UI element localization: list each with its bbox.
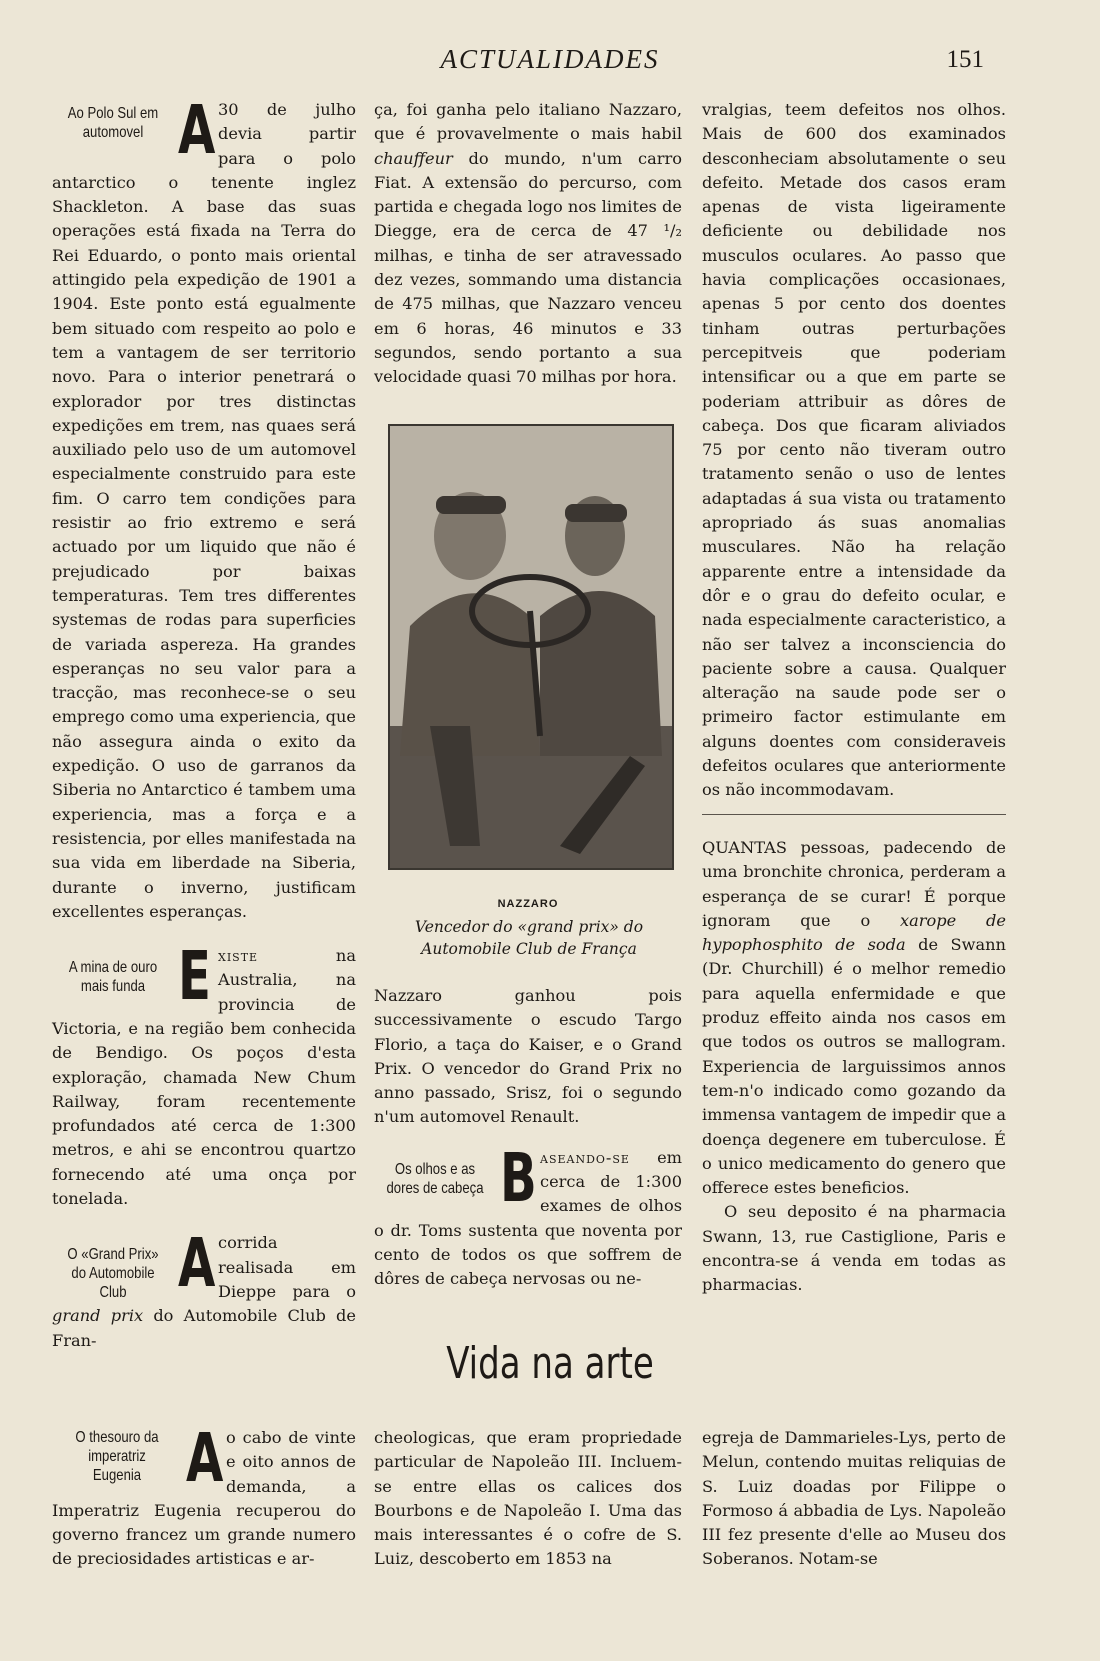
column-3-top xyxy=(702,98,1006,803)
column-2-bottom xyxy=(374,984,682,1292)
column-3-art xyxy=(702,1426,1006,1572)
article-olhos-cont: vralgias, teem defeitos nos olhos. Mais de 600 dos examinados desconheciam absolutamente o seu defeito. Metade dos casos eram apenas de vista ligeiramente deficiente ou debilidade nos musculos oculares. Ao passo que havia complicações occasionaes, apenas 5 por cento dos doentes tinham outras perturbações percepitveis que poderiam intensificar ou a que em parte se poderiam attribuir as dôres de cabeça. Dos que ficaram aliviados 75 por cento não tiveram outro tratamento senão o uso de lentes adaptadas á sua vista ou tratamento apropriado ás suas anomalias musculares. Não ha relação apparente entre a intensidade da dôr e o grau do defeito ocular, e nada especialmente caracteristico, a não ser talvez a inconsciencia do paciente sobre a causa. Qualquer alteração na saude pode ser o primeiro factor estimulante em alguns doentes com consideraveis defeitos oculares que anteriormente os não incommodavam. xyxy=(702,100,1006,800)
column-1-art xyxy=(52,1419,356,1572)
article-grand-prix-cont-b: do mundo, n'um carro Fiat. A extensão do percurso, com partida e chegada logo nos limites de Diegge, era de cerca de 47 ¹/₂ milhas, e tinha de ser atravessado dez vezes, sommando uma distancia de 475 milhas, que Nazzaro venceu em 6 horas, 46 minutos e 33 segundos, sendo portanto a sua velocidade quasi 70 milhas por hora. xyxy=(374,148,682,387)
column-rule xyxy=(702,814,1006,815)
article-grand-prix-b: do Automobile Club de Fran- xyxy=(52,1306,356,1350)
side-head-grand-prix: O «Grand Prix» do Automobile Club xyxy=(67,1246,159,1302)
dropcap: A xyxy=(178,1224,216,1303)
italic-term: grand prix xyxy=(52,1306,144,1326)
dropcap: A xyxy=(178,91,216,169)
article-thesouro: o cabo de vinte e oito annos de demanda, a Imperatriz Eugenia recuperou do governo francez um grande numero de preciosidades artisticas e ar- xyxy=(52,1428,356,1569)
column-1 xyxy=(52,91,356,1353)
article-polo-sul: 30 de julho devia partir para o polo antarctico o tenente inglez Shackleton. A base das suas operações está fixada na Terra do Rei Eduardo, o ponto mais oriental attingido pela expedição de 1901 a 1904. Este ponto está egualmente bem situado com respeito ao polo e tem a vantagem de ser territorio novo. Para o interior penetrará o explorador por tres distinctas expedições em trem, nas quaes será auxiliado pelo uso de um automovel especialmente construido para este fim. O carro tem condições para resistir ao frio extremo e será actuado por um liquido que não é prejudicado por baixas temperaturas. Tem tres differentes systemas de rodas para superficies de variada aspereza. Ha grandes esperanças no seu valor para a tracção, mas reconhece-se o seu emprego como uma experiencia, que não assegura ainda o exito da expedição. O uso de garranos da Siberia no Antarctico é tambem uma experiencia, mas a força e a resistencia, por elles manifestada na sua vida em liberdade na Siberia, durante o inverno, justificam excellentes esperanças. xyxy=(52,100,356,921)
article-grand-prix-cont-a: ça, foi ganha pelo italiano Nazzaro, que é provavelmente o mais habil xyxy=(374,100,682,144)
article-lead-smallcaps: aseando-se xyxy=(540,1147,630,1167)
side-head-olhos: Os olhos e as dores de cabeça xyxy=(386,1160,484,1197)
nazzaro-photo xyxy=(388,424,674,870)
section-title: Vida na arte xyxy=(446,1338,654,1389)
dropcap: E xyxy=(178,937,211,1016)
column-3-advert xyxy=(702,836,1006,1298)
side-head-thesouro: O thesouro da imperatriz Eugenia xyxy=(75,1429,159,1484)
italic-term: chauffeur xyxy=(374,148,453,168)
article-thesouro-cont: cheologicas, que eram propriedade particular de Napoleão III. Incluem-se entre ellas os calices dos Bourbons e de Napoleão I. Uma das mais interessantes é o cofre de S. Luiz, descoberto em 1853 na xyxy=(374,1428,682,1569)
article-mina-de-ouro: na Australia, na provincia de Victoria, e na região bem conhecida de Bendigo. Os poços d'esta exploração, chamada New Chum Railway, foram recentemente profundados até cerca de 1:300 metros, e ahi se encontrou quartzo fornecendo até uma onça por tonelada. xyxy=(52,946,356,1209)
article-nazzaro: Nazzaro ganhou pois successivamente o escudo Targo Florio, a taça do Kaiser, e o Grand Prix. O vencedor do Grand Prix no anno passado, Srisz, foi o segundo n'um automovel Renault. xyxy=(374,986,682,1127)
dropcap: A xyxy=(186,1419,224,1497)
photo-caption-name: NAZZARO xyxy=(497,898,559,910)
dropcap: B xyxy=(500,1138,537,1217)
side-head-mina-de-ouro: A mina de ouro mais funda xyxy=(68,959,158,996)
side-head-polo-sul: Ao Polo Sul em automovel xyxy=(67,105,159,141)
article-olhos: em cerca de 1:300 exames de olhos o dr. Toms sustenta que noventa por cento de todos os que soffrem de dôres de cabeça nervosas ou ne- xyxy=(374,1147,682,1289)
page-number: 151 xyxy=(946,46,984,73)
running-header: ACTUALIDADES xyxy=(440,44,660,74)
article-grand-prix-a: corrida realisada em Dieppe para o xyxy=(218,1233,356,1301)
advert-text-b: de Swann (Dr. Churchill) é o melhor remedio para aquella enfermidade e que produz effeito ainda nos casos em que todos os outros se mallogram. Experiencia de larguissimos annos tem-n'o indicado como gozando da immensa vantagem de impedir que a doença degenere em tuberculose. É o unico medicamento do genero que offerece estes beneficios. xyxy=(702,935,1006,1198)
column-2-top xyxy=(374,98,682,390)
article-lead-smallcaps: xiste xyxy=(218,946,259,966)
photo-caption: Vencedor do «grand prix» do Automobile Club de França xyxy=(414,918,644,958)
advert-text-c: O seu deposito é na pharmacia Swann, 13, rue Castiglione, Paris e encontra-se á venda em todas as pharmacias. xyxy=(702,1202,1006,1295)
advert-product: xarope de hypophosphito de soda xyxy=(702,910,1006,955)
article-thesouro-cont-2: egreja de Dammarieles-Lys, perto de Melun, contendo muitas reliquias de S. Luiz doadas por Filippe o Formoso á abbadia de Lys. Napoleão III fez presente d'elle ao Museu dos Soberanos. Notam-se xyxy=(702,1428,1006,1569)
column-2-art xyxy=(374,1426,682,1572)
advert-text-a: QUANTAS pessoas, padecendo de uma bronchite chronica, perderam a esperança de se curar! É porque ignoram que o xyxy=(702,838,1006,930)
